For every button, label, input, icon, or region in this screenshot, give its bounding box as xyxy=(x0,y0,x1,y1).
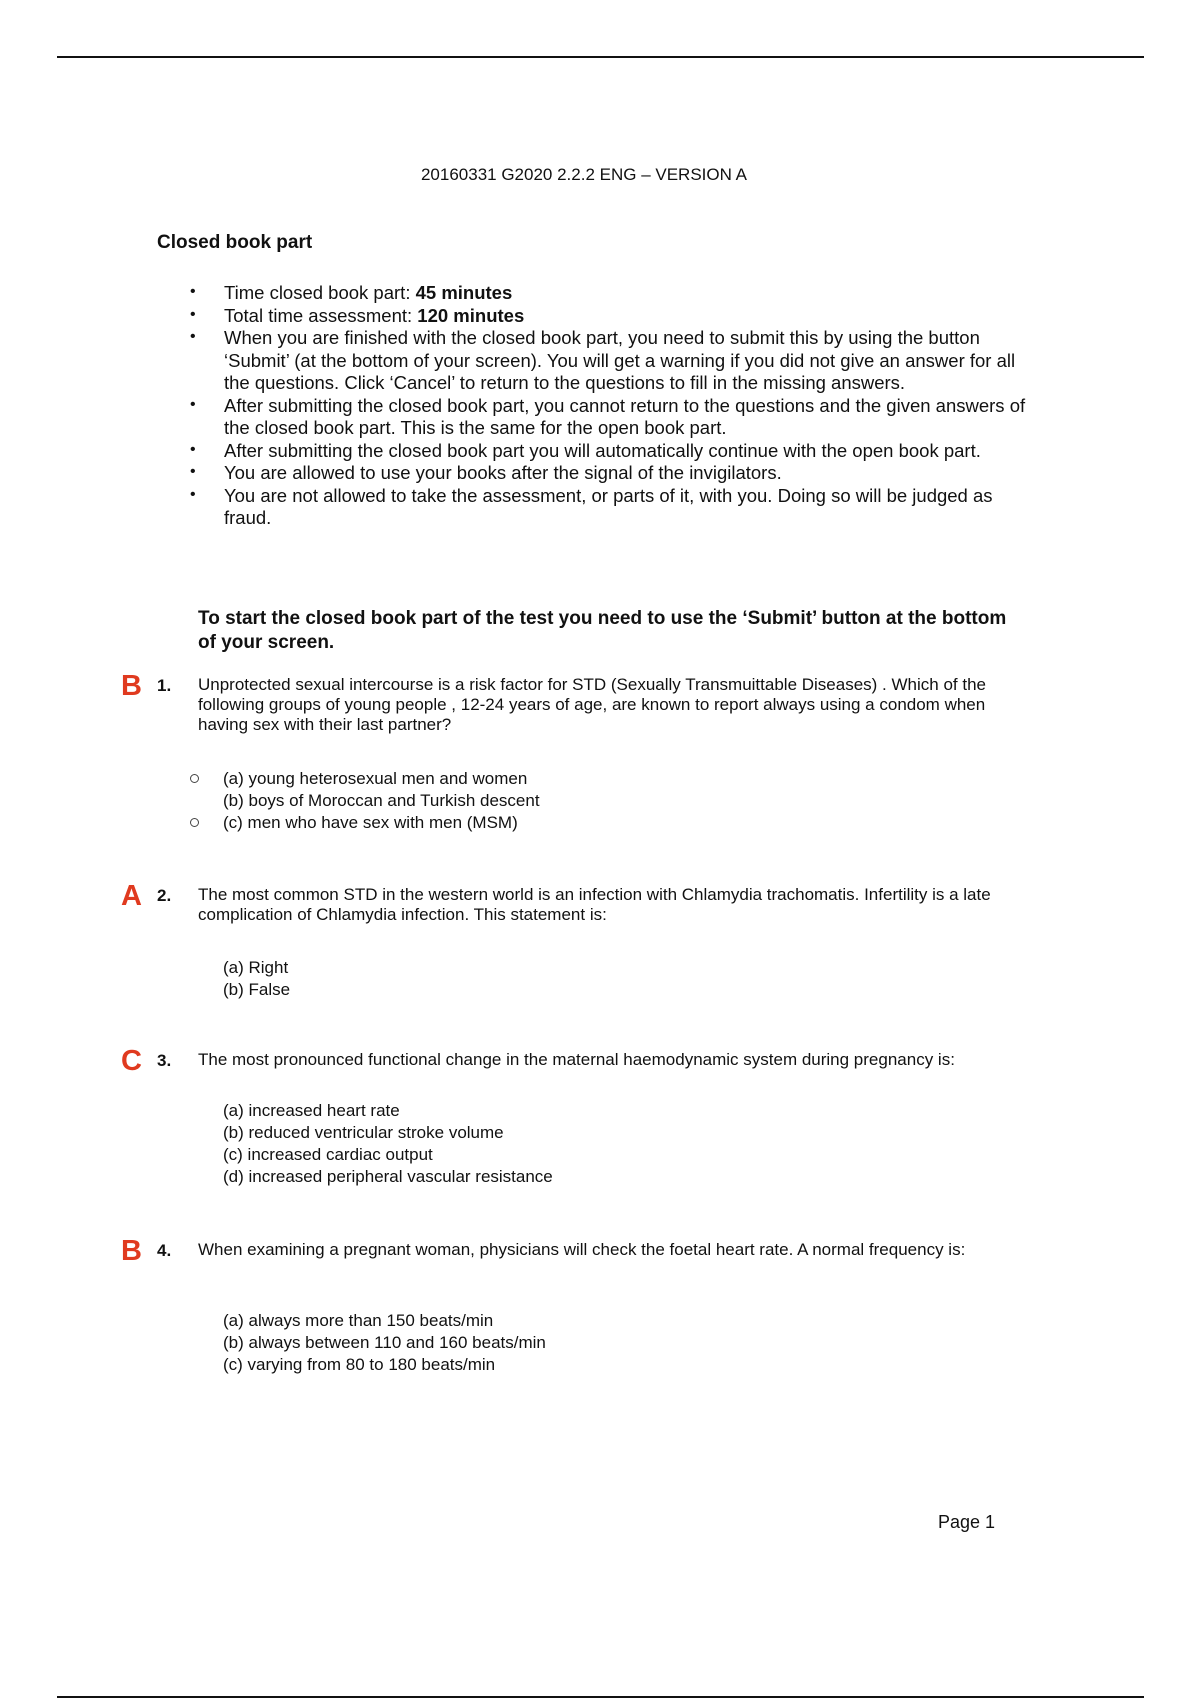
question-number: 4. xyxy=(157,1241,172,1260)
option-label: (d) increased peripheral vascular resistance xyxy=(223,1167,553,1186)
option[interactable] xyxy=(223,979,290,1001)
radio-circle-icon[interactable] xyxy=(190,774,199,783)
answer-mark: B xyxy=(121,1235,142,1267)
bottom-rule xyxy=(57,1696,1144,1698)
answer-mark: C xyxy=(121,1045,142,1077)
question-number: 2. xyxy=(157,886,172,905)
option-label: (a) increased heart rate xyxy=(223,1101,400,1120)
option-label: (b) always between 110 and 160 beats/min xyxy=(223,1333,546,1352)
option-label: (a) always more than 150 beats/min xyxy=(223,1311,494,1330)
option[interactable] xyxy=(223,790,540,812)
option[interactable] xyxy=(223,1354,546,1376)
option[interactable] xyxy=(223,768,540,790)
option[interactable] xyxy=(223,1166,553,1188)
question-text: The most pronounced functional change in the maternal haemodynamic system during pregnancy is: xyxy=(198,1050,955,1069)
instruction-item xyxy=(190,462,1040,485)
option-label: (b) boys of Moroccan and Turkish descent xyxy=(223,791,540,810)
option-label: (c) men who have sex with men (MSM) xyxy=(223,813,518,832)
option-list xyxy=(223,957,290,1001)
answer-mark: B xyxy=(121,670,142,702)
document-header: 20160331 G2020 2.2.2 ENG – VERSION A xyxy=(420,165,748,184)
instruction-text: Total time assessment: xyxy=(224,304,418,326)
option-label: (b) False xyxy=(223,980,291,999)
option[interactable] xyxy=(223,1310,546,1332)
instruction-text: When you are finished with the closed book part, you need to submit this by using the button ‘Submit’ (at the bottom of your screen). You will get a warning if you did not give an answer for all the questions. Click ‘Cancel’ to return to the questions to fill in the missing answers. xyxy=(224,327,1016,393)
question-text: Unprotected sexual intercourse is a risk factor for STD (Sexually Transmuittable Diseases) . Which of the following groups of young people , 12-24 years of age, are known to report always using a condom when having sex with their last partner? xyxy=(198,675,986,734)
question-number: 3. xyxy=(157,1051,172,1070)
instruction-item xyxy=(190,305,1040,328)
instruction-item xyxy=(190,440,1040,463)
instruction-item xyxy=(190,485,1040,530)
instruction-emphasis: 120 minutes xyxy=(417,304,525,326)
instruction-text: After submitting the closed book part you will automatically continue with the open book part. xyxy=(224,439,981,461)
instruction-text: You are allowed to use your books after the signal of the invigilators. xyxy=(224,462,782,483)
page-number: Page 1 xyxy=(938,1512,996,1532)
question-text: When examining a pregnant woman, physicians will check the foetal heart rate. A normal frequency is: xyxy=(198,1240,966,1259)
instruction-item xyxy=(190,395,1040,440)
instruction-item xyxy=(190,327,1040,395)
option[interactable] xyxy=(223,1332,546,1354)
option-label: (b) reduced ventricular stroke volume xyxy=(223,1123,504,1142)
instruction-text: Time closed book part: xyxy=(224,282,416,303)
option[interactable] xyxy=(223,1144,553,1166)
option-list xyxy=(223,1310,546,1376)
question-number: 1. xyxy=(157,676,172,695)
start-note: To start the closed book part of the test you need to use the ‘Submit’ button at the bottom of your screen. xyxy=(198,608,1007,653)
instruction-text: You are not allowed to take the assessment, or parts of it, with you. Doing so will be judged as fraud. xyxy=(224,484,993,528)
option-label: (c) increased cardiac output xyxy=(223,1145,433,1164)
option-label: (a) Right xyxy=(223,958,289,977)
section-title: Closed book part xyxy=(157,232,313,253)
option-list xyxy=(223,768,540,834)
option-label: (c) varying from 80 to 180 beats/min xyxy=(223,1355,496,1374)
radio-circle-icon[interactable] xyxy=(190,818,199,827)
top-rule xyxy=(57,56,1144,58)
option[interactable] xyxy=(223,1100,553,1122)
option-label: (a) young heterosexual men and women xyxy=(223,769,528,788)
question-text: The most common STD in the western world is an infection with Chlamydia trachomatis. Infertility is a late complication of Chlamydia infection. This statement is: xyxy=(198,885,991,924)
answer-mark: A xyxy=(121,880,142,912)
option[interactable] xyxy=(223,1122,553,1144)
instruction-text: After submitting the closed book part, you cannot return to the questions and the given answers of the closed book part. This is the same for the open book part. xyxy=(224,394,1026,438)
option[interactable] xyxy=(223,957,290,979)
option-list xyxy=(223,1100,553,1188)
instruction-emphasis: 45 minutes xyxy=(415,282,513,303)
instructions-list xyxy=(190,282,1040,530)
option[interactable] xyxy=(223,812,540,834)
instruction-item xyxy=(190,282,1040,305)
